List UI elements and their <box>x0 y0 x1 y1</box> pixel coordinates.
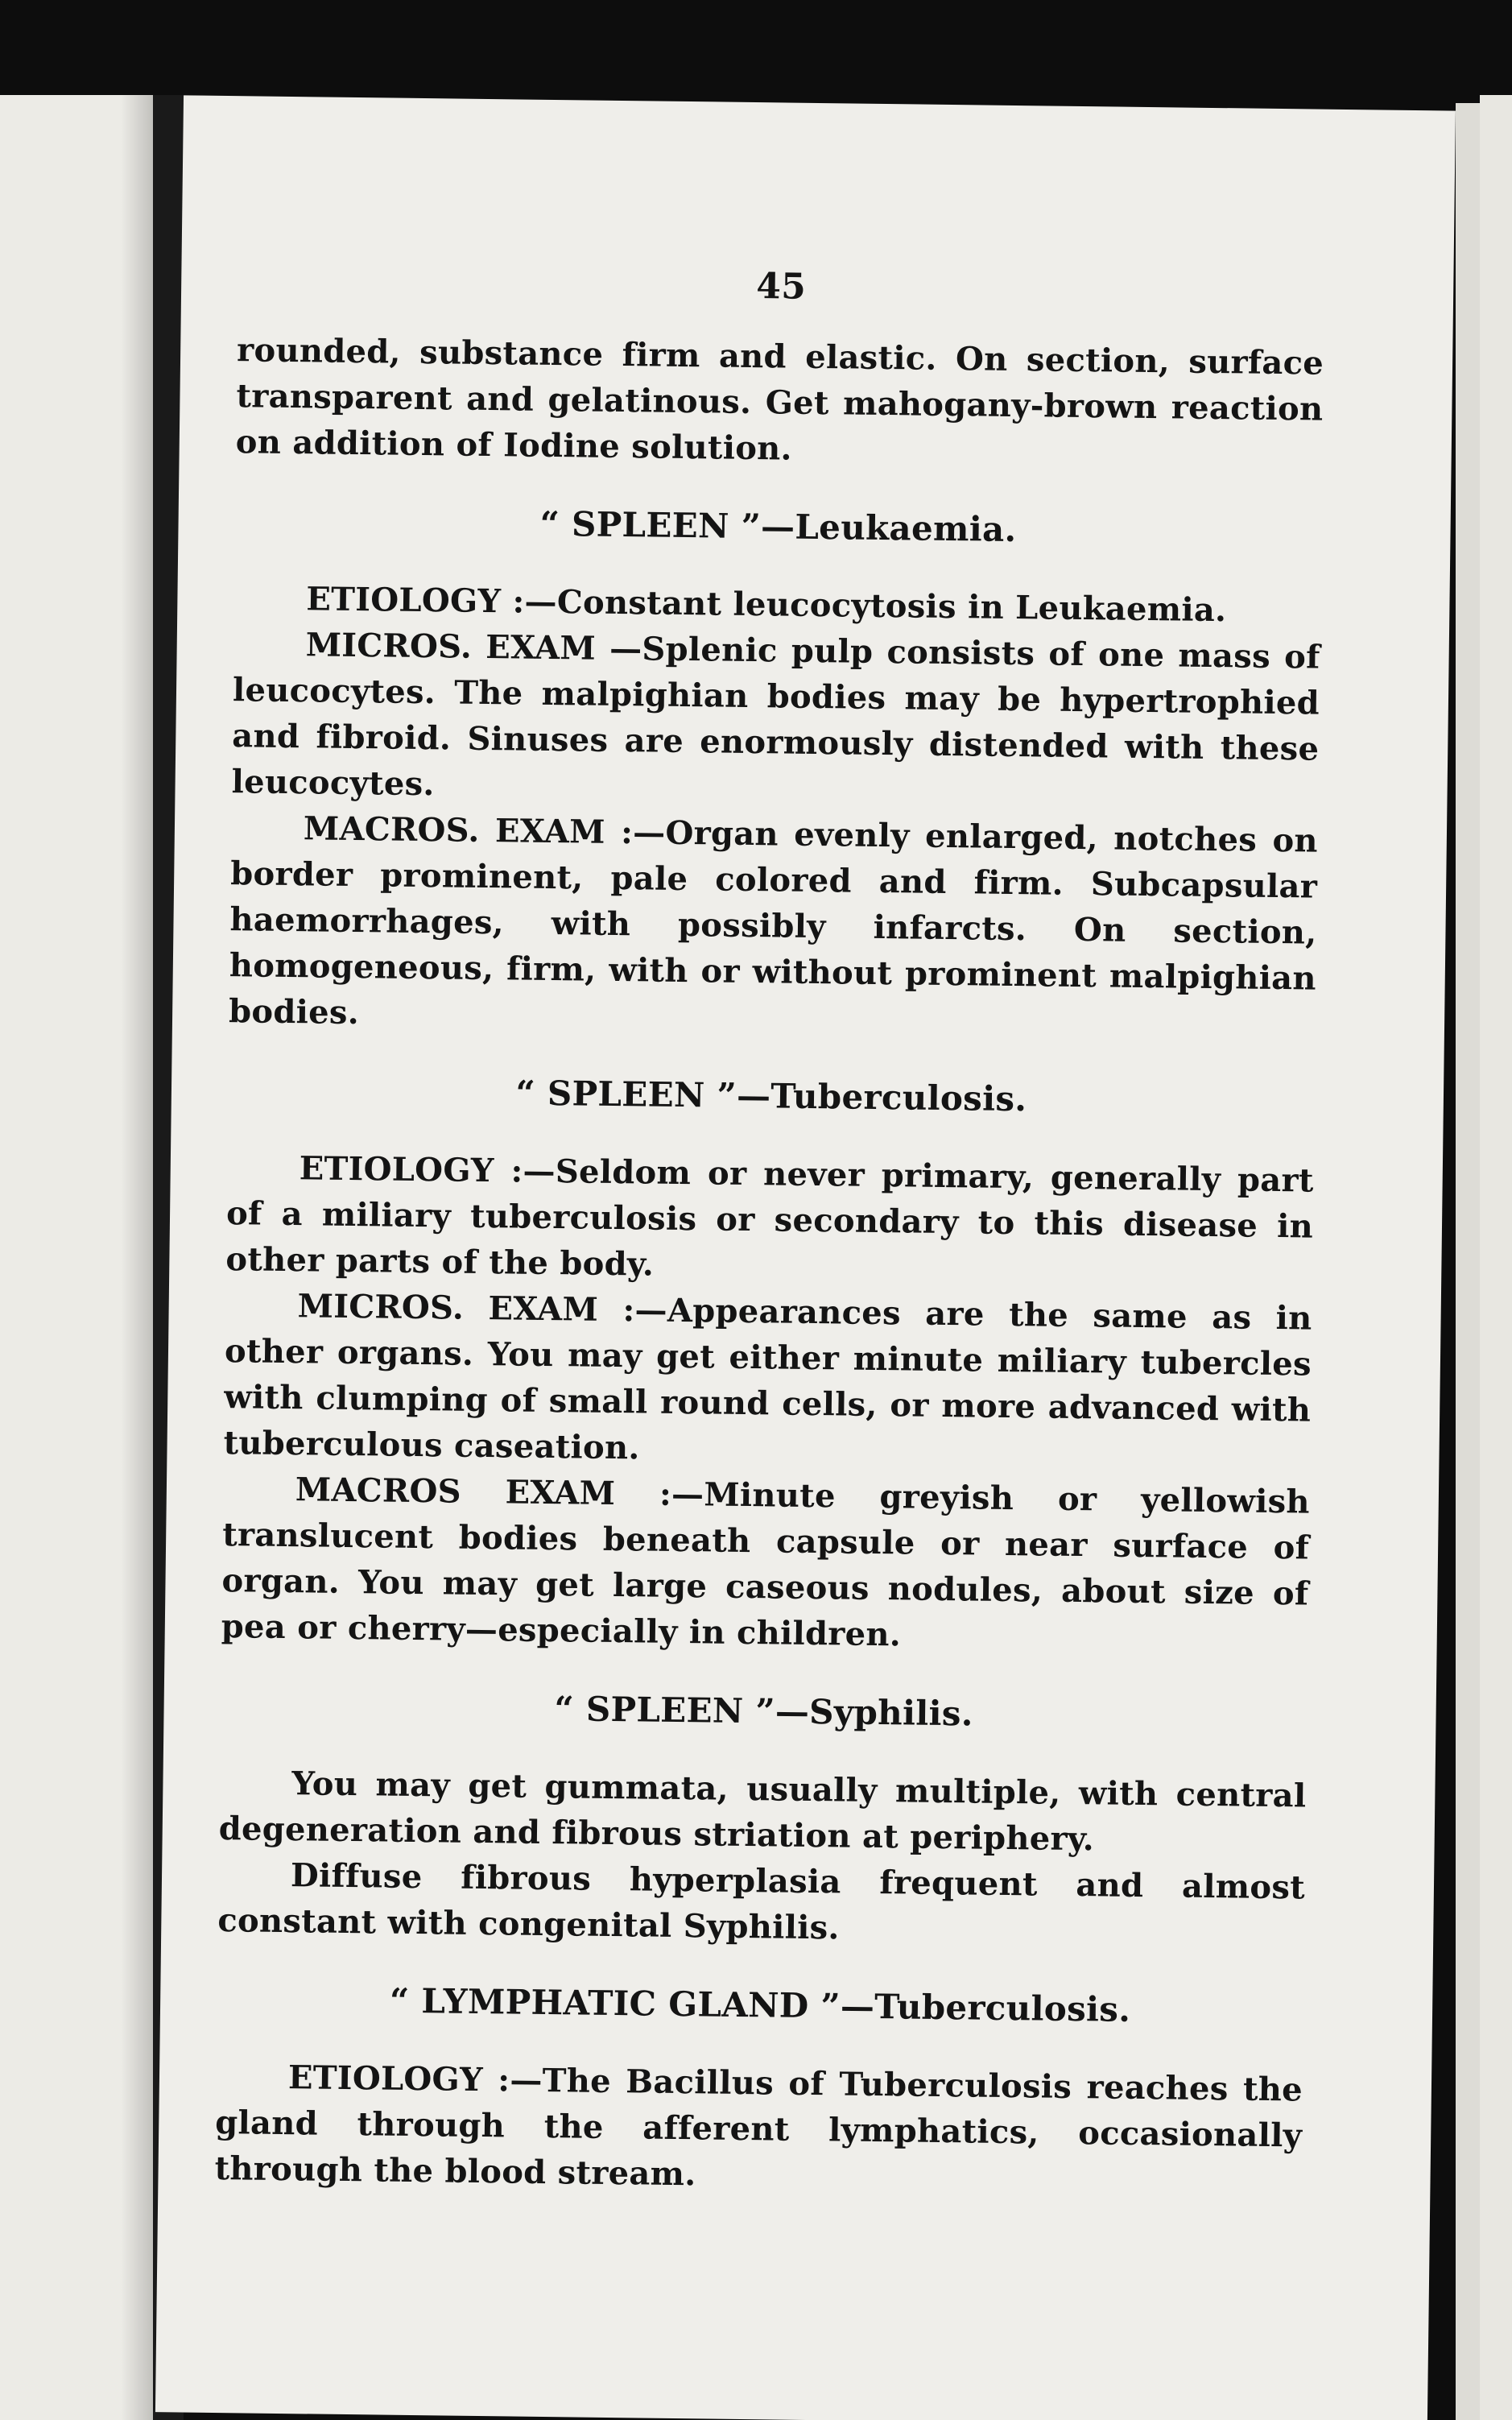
book-page <box>155 95 1456 2420</box>
paragraph: ETIOLOGY :—The Bacillus of Tuberculosis reaches the gland through the afferent lymphatics, occasionally through the blood stream. <box>214 2058 1303 2194</box>
paragraph: MACROS. EXAM :—Organ evenly enlarged, notches on border prominent, pale colored and firm. Subcapsular haemorrhages, with possibly infarcts. On section, homogeneous, firm, with or without prominent malpighian bodies. <box>228 809 1319 1032</box>
paragraph: ETIOLOGY :—Seldom or never primary, generally part of a miliary tuberculosis or secondary to this disease in other parts of the body. <box>225 1149 1314 1284</box>
paragraph: rounded, substance firm and elastic. On section, surface transparent and gelatinous. Get mahogany-brown reaction on addition of Iodine solution. <box>235 331 1324 468</box>
section-heading: “ LYMPHATIC GLAND ”—Tuberculosis. <box>389 1980 1131 2029</box>
page-content <box>214 257 1324 2204</box>
text-blocks <box>214 327 1324 2204</box>
paragraph: MACROS EXAM :—Minute greyish or yellowish translucent bodies beneath capsule or near surface of organ. You may get large caseous nodules, about size of pea or cherry—especially in children. <box>221 1471 1311 1654</box>
page-number: 45 <box>755 266 807 308</box>
paragraph: MICROS. EXAM —Splenic pulp consists of one mass of leucocytes. The malpighian bodies may be hypertrophied and fibroid. Sinuses are enormously distended with these leucocytes. <box>231 626 1320 804</box>
section-heading: “ SPLEEN ”—Tuberculosis. <box>515 1073 1027 1119</box>
paragraph: You may get gummata, usually multiple, with central degeneration and fibrous striation at periphery. <box>218 1764 1307 1859</box>
section-heading: “ SPLEEN ”—Syphilis. <box>554 1689 973 1734</box>
paragraph: Diffuse fibrous hyperplasia frequent and almost constant with congenital Syphilis. <box>217 1856 1306 1947</box>
left-page-shadow <box>121 95 153 2420</box>
paragraph: ETIOLOGY :—Constant leucocytosis in Leukaemia. <box>306 580 1227 630</box>
paragraph: MICROS. EXAM :—Appearances are the same as in other organs. You may get either minute miliary tubercles with clumping of small round cells, or more advanced with tuberculous caseation. <box>223 1287 1312 1467</box>
right-margin-strip <box>1480 95 1512 2420</box>
section-heading: “ SPLEEN ”—Leukaemia. <box>539 503 1017 550</box>
